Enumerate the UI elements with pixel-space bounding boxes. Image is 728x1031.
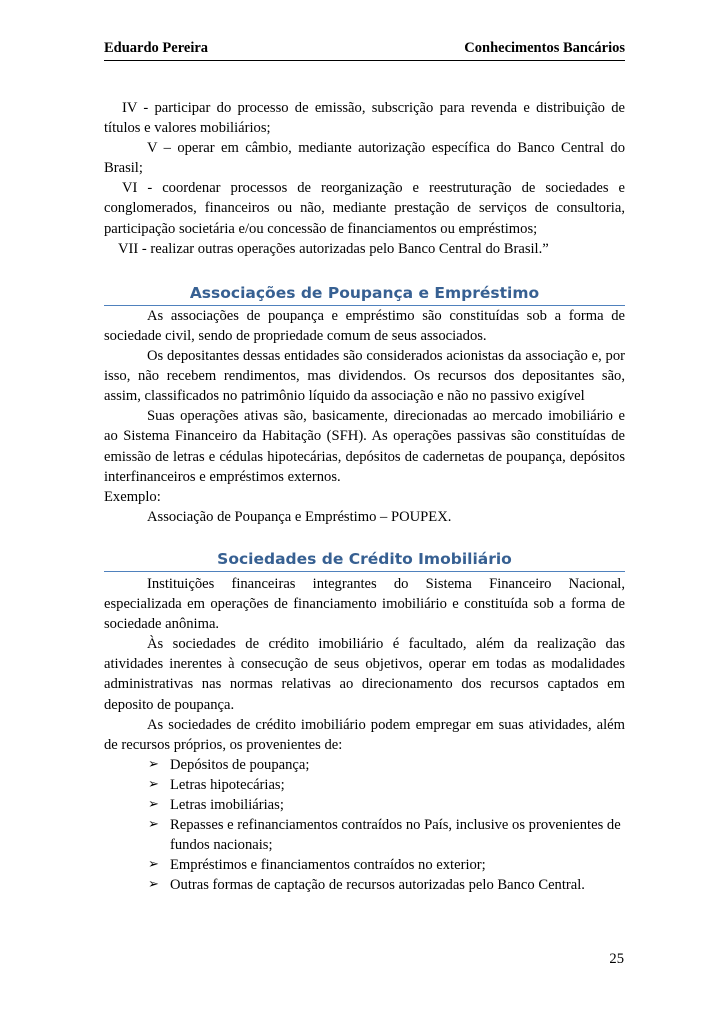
list-item: ➢ Empréstimos e financiamentos contraídos no exterior; [148,855,625,875]
arrow-bullet-icon: ➢ [148,877,159,893]
section1-paragraph: Os depositantes dessas entidades são considerados acionistas da associação e, por isso, não recebem rendimentos, mas dividendos. Os recursos dos depositantes são, assim, classificados no patrimônio líquido da associação e não no passivo exigível [104,348,625,405]
intro-item-v: V – operar em câmbio, mediante autorização específica do Banco Central do Brasil; [104,140,625,177]
arrow-bullet-icon: ➢ [148,756,159,772]
list-item: ➢ Letras imobiliárias; [148,795,625,815]
intro-item-iv: IV - participar do processo de emissão, subscrição para revenda e distribuição de títulos e valores mobiliários; [104,100,625,137]
intro-item-vi: VI - coordenar processos de reorganização e reestruturação de sociedades e conglomerados, financeiros ou não, mediante prestação de serviços de consultoria, participação societária e/ou concessão de financiamentos ou empréstimos; [104,180,625,237]
funding-sources-list [104,755,625,896]
list-item: ➢ Letras hipotecárias; [148,775,625,795]
arrow-bullet-icon: ➢ [148,776,159,792]
intro-item-vii: VII - realizar outras operações autorizadas pelo Banco Central do Brasil.” [118,240,549,257]
page-header [104,40,625,61]
arrow-bullet-icon: ➢ [148,797,159,812]
section1-paragraph: Suas operações ativas são, basicamente, direcionadas ao mercado imobiliário e ao Sistema Financeiro da Habitação (SFH). As operações passivas são constituídas de emissão de letras e cédulas hipotecárias, depósitos de cadernetas de poupança, depósitos interfinanceiros e empréstimos externos. [104,408,625,485]
header-author: Eduardo Pereira [104,40,209,56]
section1-paragraph: As associações de poupança e empréstimo são constituídas sob a forma de sociedade civil, sendo de propriedade comum de seus associados. [104,307,625,344]
list-item: ➢ Depósitos de poupança; [148,755,625,775]
list-item: ➢ Repasses e refinanciamentos contraídos no País, inclusive os provenientes de fundos nacionais; [148,817,621,854]
arrow-bullet-icon: ➢ [148,857,159,873]
section2-paragraph: Às sociedades de crédito imobiliário é facultado, além da realização das atividades inerentes à consecução de seus objetivos, operar em todas as modalidades administrativas nas normas relativas ao direcionamento dos recursos captados em deposito de poupança. [104,636,625,713]
header-title: Conhecimentos Bancários [464,40,625,56]
arrow-bullet-icon: ➢ [148,817,159,833]
page-number: 25 [609,951,624,967]
section2-paragraph: As sociedades de crédito imobiliário podem empregar em suas atividades, além de recursos próprios, os provenientes de: [104,716,625,753]
example-text: Associação de Poupança e Empréstimo – POUPEX. [147,508,452,525]
section-heading-credito-imobiliario: Sociedades de Crédito Imobiliário [104,549,625,572]
example-label: Exemplo: [104,488,161,505]
page-body [104,98,625,895]
list-item: ➢ Outras formas de captação de recursos autorizadas pelo Banco Central. [148,875,625,895]
section-heading-poupanca: Associações de Poupança e Empréstimo [104,283,625,306]
section2-paragraph: Instituições financeiras integrantes do Sistema Financeiro Nacional, especializada em operações de financiamento imobiliário e constituída sob a forma de sociedade anônima. [104,575,625,633]
